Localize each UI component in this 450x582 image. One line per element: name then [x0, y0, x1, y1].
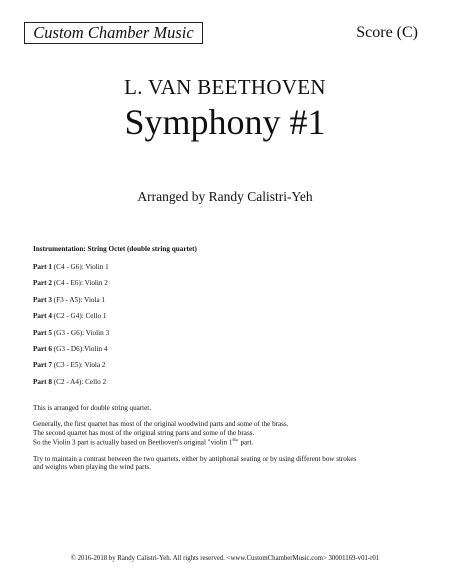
ordinal-suffix: st [232, 437, 236, 443]
part-range: (C2 - G4): Cello 1 [51, 312, 107, 321]
part-name: Part 7 [33, 361, 52, 370]
part-name: Part 5 [33, 328, 52, 337]
note-paragraph [33, 404, 433, 412]
part-range: (F3 - A5): Viola 1 [51, 295, 106, 304]
note-line: The second quartet has most of the original string parts and some of the brass. [33, 428, 255, 437]
part-name: Part 4 [33, 312, 52, 321]
arrangement-notes [33, 404, 433, 479]
part-item [33, 312, 109, 328]
part-item [33, 329, 109, 345]
part-name: Part 8 [33, 377, 52, 386]
part-range: (C2 - A4): Cello 2 [51, 377, 107, 386]
part-range: (G3 - G6): Violin 3 [51, 328, 110, 337]
composer-name: L. VAN BEETHOVEN [124, 75, 326, 99]
part-name: Part 2 [33, 279, 52, 288]
arranger-credit: Arranged by Randy Calistri-Yeh [137, 189, 313, 204]
note-line [33, 437, 433, 447]
score-type-label: Score (C) [356, 24, 418, 41]
part-item [33, 361, 109, 377]
part-range: (C4 - E6): Violin 2 [51, 279, 108, 288]
part-item [33, 296, 109, 312]
note-line: Generally, the first quartet has most of the original woodwind parts and some of the brass. [33, 420, 289, 429]
copyright-footer: © 2016-2018 by Randy Calistri-Yeh. All rights reserved. <www.CustomChamberMusic.com> 30001169-v01-r01 [70, 555, 380, 562]
note-text: So the Violin 3 part is actually based on Beethoven's original "violin 1 [33, 438, 233, 447]
note-text: " part. [235, 438, 254, 447]
part-name: Part 1 [33, 263, 52, 271]
part-item [33, 378, 109, 394]
part-name: Part 3 [33, 295, 52, 304]
part-item [33, 279, 109, 295]
note-line: Try to maintain a contrast between the two quartets, either by antiphonal seating or by using different bow strokes [33, 454, 357, 463]
parts-list [33, 263, 109, 394]
publisher-label: Custom Chamber Music [24, 22, 203, 44]
part-item [33, 345, 109, 361]
part-range: (G3 - D6):Violin 4 [51, 344, 108, 353]
note-paragraph [33, 455, 433, 472]
part-item [33, 263, 109, 279]
page-title: Symphony #1 [124, 102, 326, 142]
note-paragraph [33, 420, 433, 446]
part-name: Part 6 [33, 344, 52, 353]
part-range: (C4 - G6): Violin 1 [51, 263, 109, 271]
note-line: This is arranged for double string quartet. [33, 404, 151, 412]
part-range: (C3 - E5): Viola 2 [51, 361, 106, 370]
instrumentation-heading: Instrumentation: String Octet (double string quartet) [33, 245, 197, 253]
note-line: and weights when playing the wind parts. [33, 462, 152, 471]
